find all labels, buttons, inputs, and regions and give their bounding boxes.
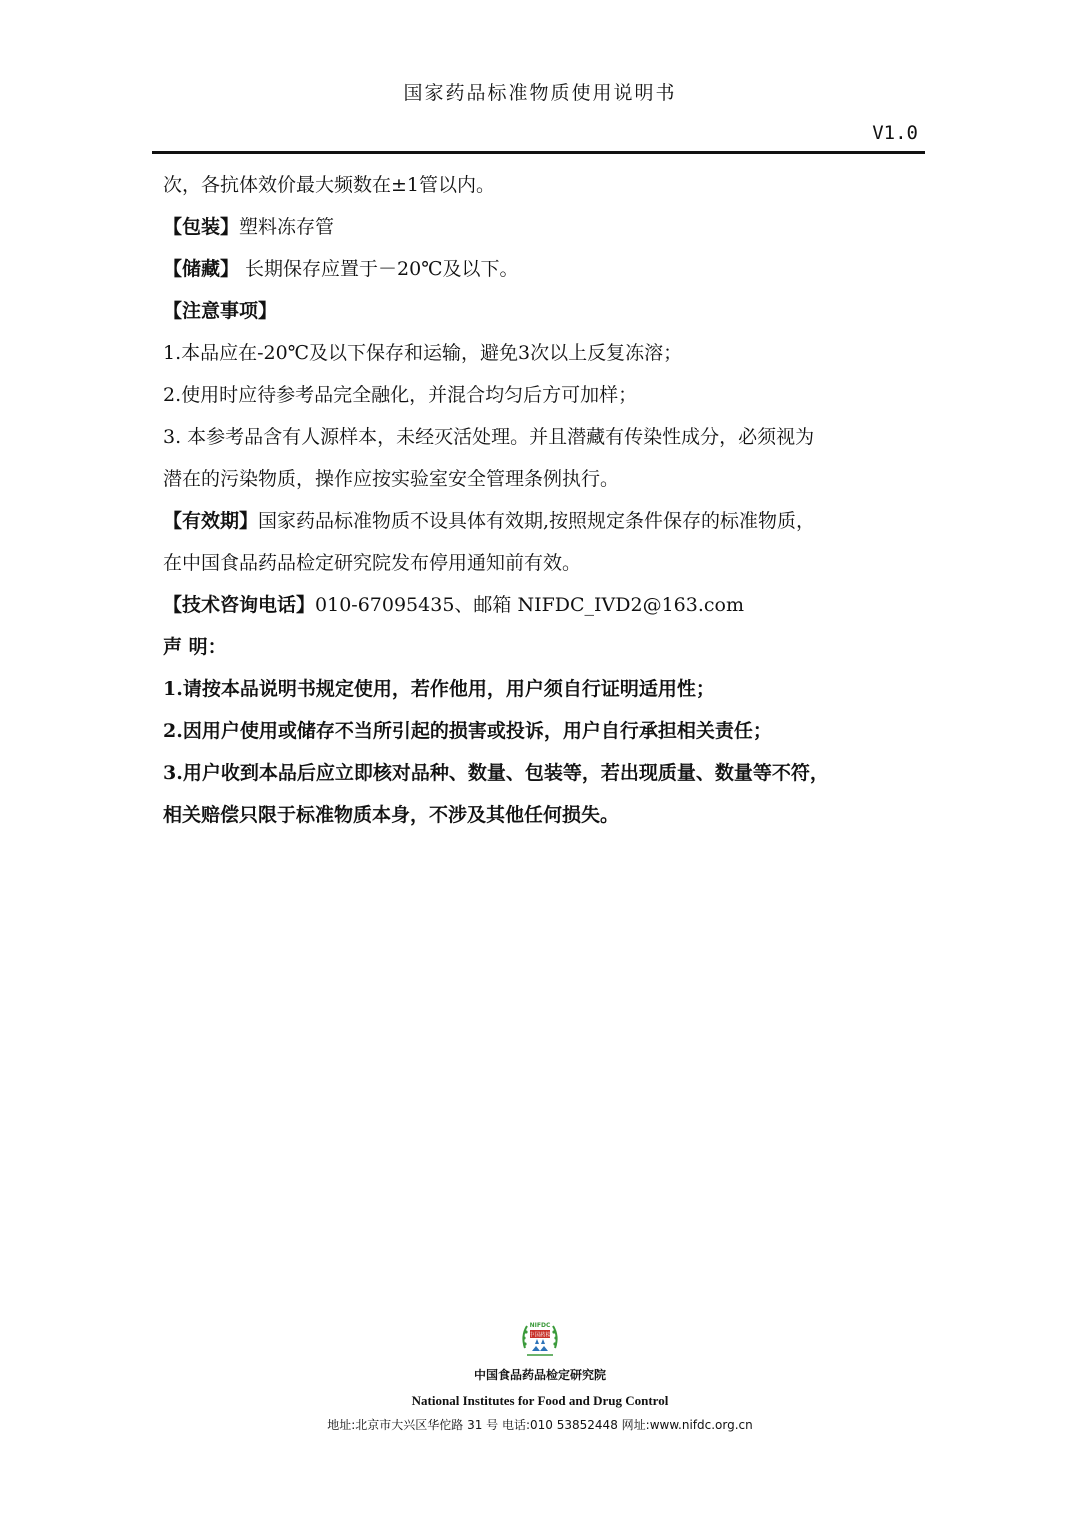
storage-section xyxy=(163,248,923,290)
header-divider xyxy=(152,151,925,154)
version-label: V1.0 xyxy=(872,122,918,144)
body-line-continuation: 次，各抗体效价最大频数在±1管以内。 xyxy=(163,174,496,196)
logo-text-top: NIFDC xyxy=(529,1322,551,1329)
document-body xyxy=(163,164,923,836)
statement-3-line-1: 3.用户收到本品后应立即核对品种、数量、包装等，若出现质量、数量等不符， xyxy=(163,762,829,784)
contact-section xyxy=(163,584,923,626)
packaging-section xyxy=(163,206,923,248)
statement-2: 2.因用户使用或储存不当所引起的损害或投诉，用户自行承担相关责任； xyxy=(163,720,772,742)
validity-line-2: 在中国食品药品检定研究院发布停用通知前有效。 xyxy=(163,552,582,574)
org-name-en: National Institutes for Food and Drug Control xyxy=(411,1393,669,1408)
notes-heading: 【注意事项】 xyxy=(163,300,278,322)
validity-label: 【有效期】 xyxy=(163,510,259,532)
logo-text-middle: 中国药检 xyxy=(528,1332,552,1339)
storage-text: 长期保存应置于－20℃及以下。 xyxy=(239,258,519,280)
packaging-label: 【包装】 xyxy=(163,216,240,238)
validity-section xyxy=(163,500,923,542)
storage-label: 【储藏】 xyxy=(163,258,240,280)
nifdc-logo-icon xyxy=(517,1318,563,1358)
statement-heading: 声 明： xyxy=(163,636,227,658)
validity-text: 国家药品标准物质不设具体有效期,按照规定条件保存的标准物质， xyxy=(258,510,816,532)
page-footer xyxy=(0,1318,1080,1433)
note-2: 2.使用时应待参考品完全融化，并混合均匀后方可加样； xyxy=(163,384,638,406)
contact-text: 010-67095435、邮箱 NIFDC_IVD2@163.com xyxy=(315,594,744,616)
contact-label: 【技术咨询电话】 xyxy=(163,594,316,616)
org-name-cn: 中国食品药品检定研究院 xyxy=(473,1368,606,1382)
note-3-line-2: 潜在的污染物质，操作应按实验室安全管理条例执行。 xyxy=(163,468,620,490)
document-title: 国家药品标准物质使用说明书 xyxy=(403,82,677,104)
statement-3-line-2: 相关赔偿只限于标准物质本身，不涉及其他任何损失。 xyxy=(163,804,620,826)
note-3-line-1: 3. 本参考品含有人源样本，未经灭活处理。并且潜藏有传染性成分，必须视为 xyxy=(163,426,815,448)
note-1: 1.本品应在-20℃及以下保存和运输，避免3次以上反复冻溶； xyxy=(163,342,683,364)
statement-1: 1.请按本品说明书规定使用，若作他用，用户须自行证明适用性； xyxy=(163,678,715,700)
org-address: 地址:北京市大兴区华佗路 31 号 电话:010 53852448 网址:www.nifdc.org.cn xyxy=(327,1418,753,1432)
packaging-text: 塑料冻存管 xyxy=(239,216,335,238)
